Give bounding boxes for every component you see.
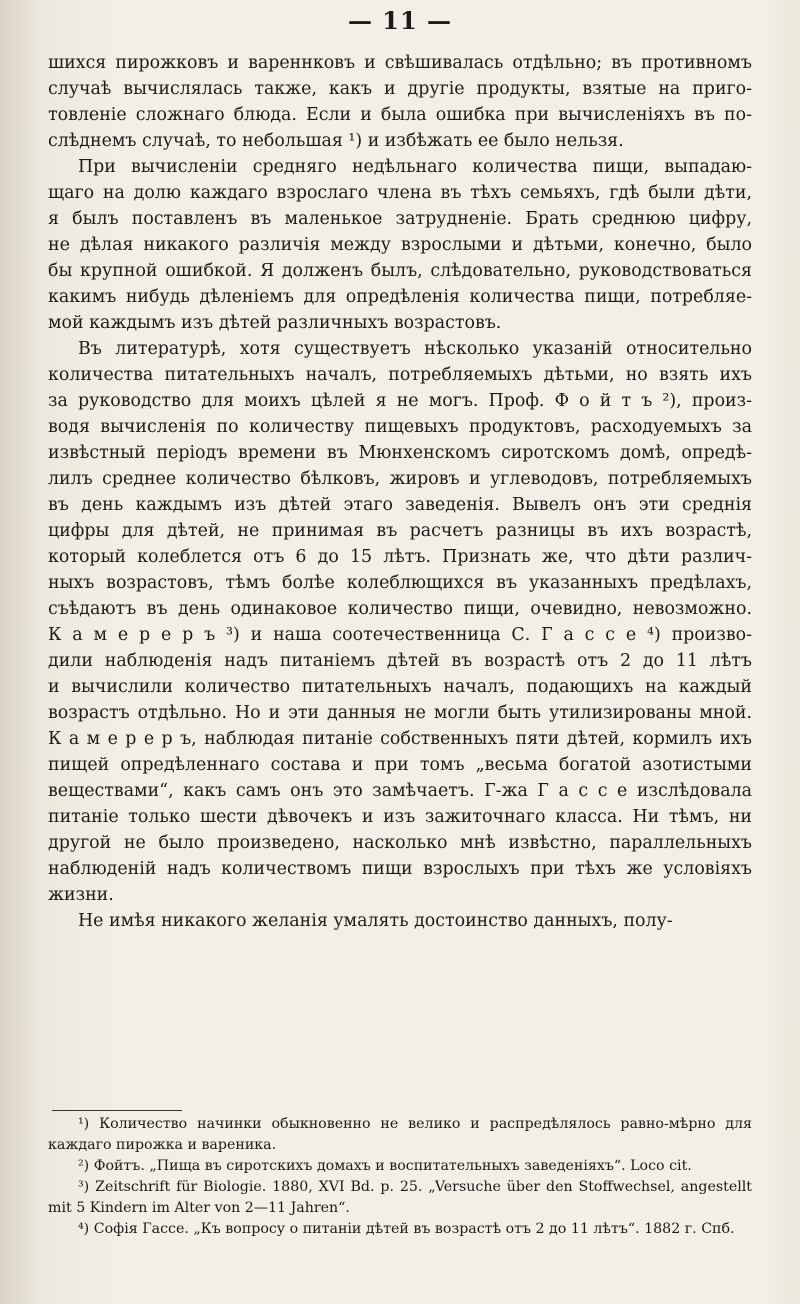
text-line: лилъ среднее количество бѣлковъ, жировъ и углеводовъ, потребляемыхъ bbox=[48, 469, 752, 489]
text-line: съѣдаютъ въ день одинаковое количество пищи, очевидно, невозможно. bbox=[48, 599, 752, 619]
text-line: К а м е р е р ъ, наблюдая питаніе собственныхъ пяти дѣтей, кормилъ ихъ bbox=[48, 729, 752, 749]
text-line: При вычисленіи средняго недѣльнаго количества пищи, выпадаю- bbox=[78, 157, 752, 177]
footnote: ¹) Количество начинки обыкновенно не велико и распредѣлялось равно-мѣрно для каждаго пирожка и вареника. bbox=[48, 1116, 752, 1153]
text-line: щаго на долю каждаго взрослаго члена въ тѣхъ семьяхъ, гдѣ были дѣти, bbox=[48, 183, 752, 203]
text-line: жизни. bbox=[48, 885, 114, 905]
text-line: который колеблется отъ 6 до 15 лѣтъ. Признать же, что дѣти различ- bbox=[48, 547, 752, 567]
text-line: шихся пирожковъ и вареннковъ и свѣшивалась отдѣльно; въ противномъ bbox=[48, 53, 752, 73]
text-line: возрастъ отдѣльно. Но и эти данныя не могли быть утилизированы мной. bbox=[48, 703, 752, 723]
text-line: слѣднемъ случаѣ, то небольшая ¹) и избѣжать ее было нельзя. bbox=[48, 131, 624, 151]
text-line: извѣстный періодъ времени въ Мюнхенскомъ сиротскомъ домѣ, опредѣ- bbox=[48, 443, 752, 463]
text-line: бы крупной ошибкой. Я долженъ былъ, слѣдовательно, руководствоваться bbox=[48, 261, 752, 281]
text-line: Не имѣя никакого желанія умалять достоинство данныхъ, полу- bbox=[78, 911, 673, 931]
paragraph bbox=[48, 154, 752, 336]
text-line: и вычислили количество питательныхъ началъ, подающихъ на каждый bbox=[48, 677, 752, 697]
text-line: случаѣ вычислялась также, какъ и другіе продукты, взятые на приго- bbox=[48, 79, 752, 99]
text-line: наблюденій надъ количествомъ пищи взрослыхъ при тѣхъ же условіяхъ bbox=[48, 859, 752, 879]
footnote: ⁴) Софія Гассе. „Къ вопросу о питаніи дѣтей въ возрастѣ отъ 2 до 11 лѣтъ“. 1882 г. Спб. bbox=[78, 1221, 735, 1237]
text-line: въ день каждымъ изъ дѣтей этаго заведенія. Вывелъ онъ эти среднія bbox=[48, 495, 752, 515]
footnotes bbox=[48, 1114, 752, 1240]
footnote: ²) Фойтъ. „Пища въ сиротскихъ домахъ и воспитательныхъ заведеніяхъ“. Loco cit. bbox=[78, 1158, 692, 1174]
text-line: количества питательныхъ началъ, потребляемыхъ дѣтьми, но взять ихъ bbox=[48, 365, 752, 385]
text-line: К а м е р е р ъ ³) и наша соотечественница С. Г а с с е ⁴) произво- bbox=[48, 625, 752, 645]
text-line: товленіе сложнаго блюда. Если и была ошибка при вычисленіяхъ въ по- bbox=[48, 105, 752, 125]
paragraph bbox=[48, 336, 752, 908]
paragraph bbox=[48, 50, 752, 154]
text-line: водя вычисленія по количеству пищевыхъ продуктовъ, расходуемыхъ за bbox=[48, 417, 752, 437]
text-line: мой каждымъ изъ дѣтей различныхъ возрастовъ. bbox=[48, 313, 502, 333]
page-number: — 11 — bbox=[347, 6, 453, 35]
text-line: какимъ нибудь дѣленіемъ для опредѣленія количества пищи, потребляе- bbox=[48, 287, 752, 307]
text-line: дили наблюденія надъ питаніемъ дѣтей въ возрастѣ отъ 2 до 11 лѣтъ bbox=[48, 651, 752, 671]
footnote: ³) Zeitschrift für Biologie. 1880, XVI Bd. p. 25. „Versuche über den Stoffwechsel, angestellt mit 5 Kindern im Alter von 2—11 Jahren“. bbox=[48, 1179, 752, 1216]
paragraph bbox=[48, 908, 752, 934]
body-text bbox=[48, 50, 752, 934]
text-line: ныхъ возрастовъ, тѣмъ болѣе колеблющихся въ указанныхъ предѣлахъ, bbox=[48, 573, 752, 593]
text-line: пищей опредѣленнаго состава и при томъ „весьма богатой азотистыми bbox=[48, 755, 752, 775]
text-line: питаніе только шести дѣвочекъ и изъ зажиточнаго класса. Ни тѣмъ, ни bbox=[48, 807, 752, 827]
text-line: цифры для дѣтей, не принимая въ расчетъ разницы въ ихъ возрастѣ, bbox=[48, 521, 752, 541]
text-line: другой не было произведено, насколько мнѣ извѣстно, параллельныхъ bbox=[48, 833, 752, 853]
text-line: я былъ поставленъ въ маленькое затрудненіе. Брать среднюю цифру, bbox=[48, 209, 752, 229]
text-line: Въ литературѣ, хотя существуетъ нѣсколько указаній относительно bbox=[78, 339, 752, 359]
footnote-divider bbox=[52, 1110, 182, 1111]
text-line: за руководство для моихъ цѣлей я не могъ. Проф. Ф о й т ъ ²), произ- bbox=[48, 391, 752, 411]
text-line: веществами“, какъ самъ онъ это замѣчаетъ. Г-жа Г а с с е изслѣдовала bbox=[48, 781, 752, 801]
text-line: не дѣлая никакого различія между взрослыми и дѣтьми, конечно, было bbox=[48, 235, 752, 255]
